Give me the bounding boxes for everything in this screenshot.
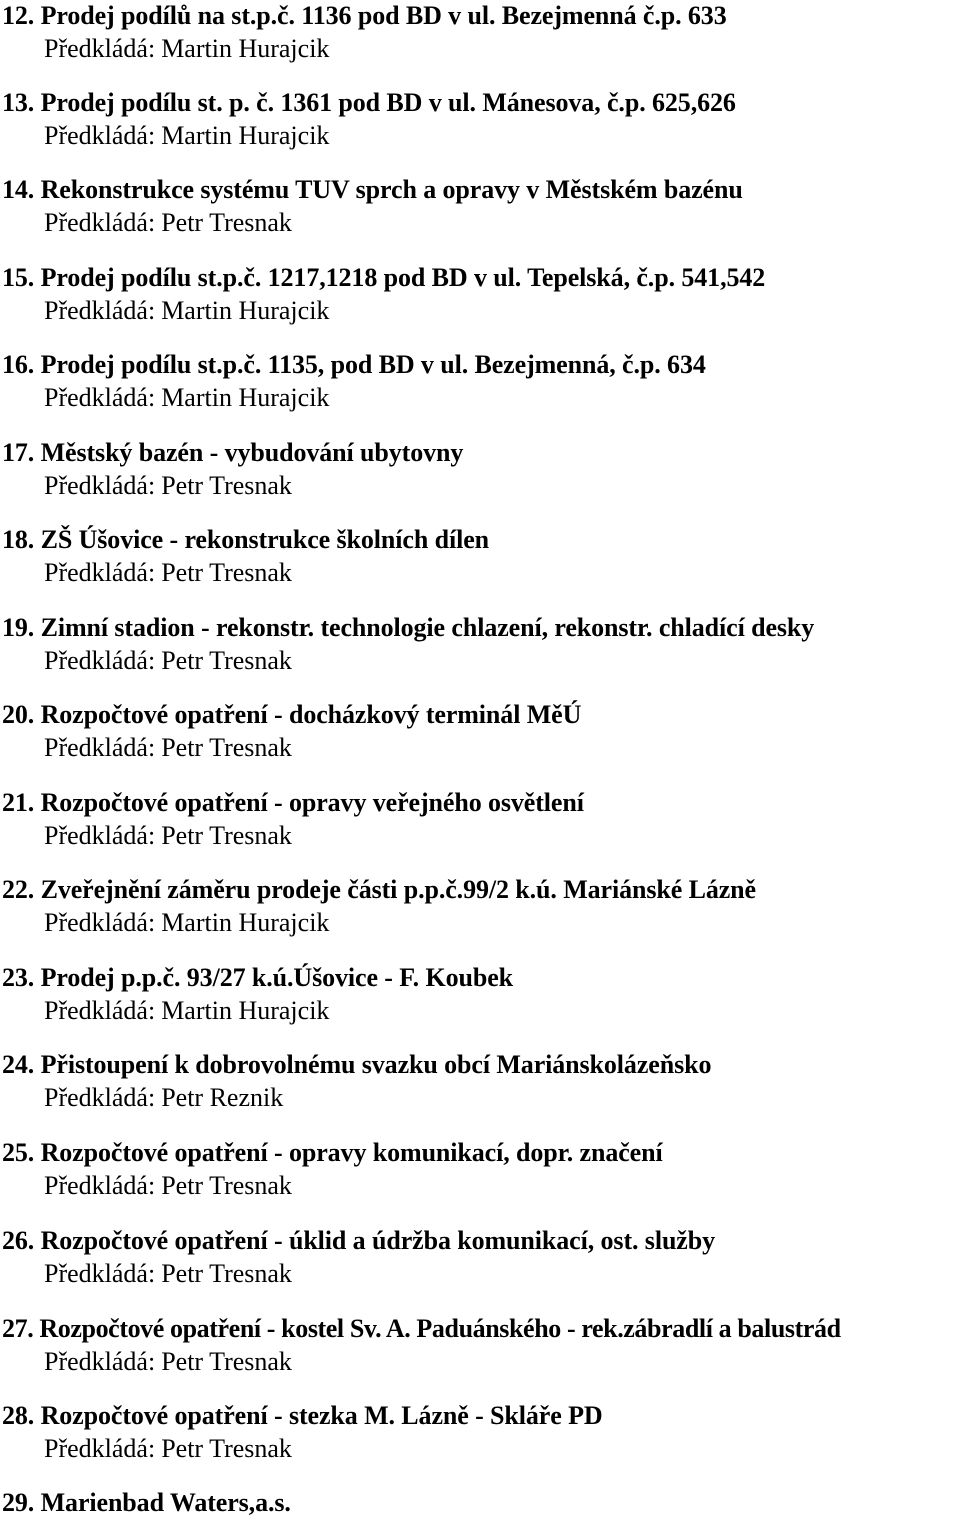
agenda-item-presenter: [44, 557, 292, 589]
presenter-name: Petr Tresnak: [161, 1171, 292, 1200]
agenda-item-presenter: [44, 1258, 292, 1290]
agenda-item-title: 12. Prodej podílů na st.p.č. 1136 pod BD v ul. Bezejmenná č.p. 633: [2, 1, 727, 30]
agenda-item-presenter: [44, 995, 329, 1027]
presenter-label: Předkládá:: [44, 383, 156, 412]
agenda-item-presenter: [44, 1082, 283, 1114]
presenter-label: Předkládá:: [44, 996, 156, 1025]
presenter-name: Petr Tresnak: [161, 471, 292, 500]
presenter-label: Předkládá:: [44, 733, 156, 762]
agenda-item-presenter: [44, 1346, 292, 1378]
presenter-label: Předkládá:: [44, 1171, 156, 1200]
agenda-item-presenter: [44, 645, 292, 677]
agenda-item-presenter: [44, 382, 329, 414]
presenter-name: Petr Tresnak: [161, 208, 292, 237]
agenda-item-presenter: [44, 207, 292, 239]
presenter-label: Předkládá:: [44, 821, 156, 850]
presenter-name: Petr Tresnak: [161, 1347, 292, 1376]
presenter-label: Předkládá:: [44, 646, 156, 675]
agenda-item-presenter: [44, 33, 329, 65]
agenda-item-presenter: [44, 1433, 292, 1465]
presenter-name: Petr Tresnak: [161, 733, 292, 762]
presenter-name: Martin Hurajcik: [161, 34, 330, 63]
presenter-label: Předkládá:: [44, 1259, 156, 1288]
agenda-item-presenter: [44, 1170, 292, 1202]
agenda-item-title: 20. Rozpočtové opatření - docházkový terminál MěÚ: [2, 700, 582, 729]
agenda-item-title: 16. Prodej podílu st.p.č. 1135, pod BD v ul. Bezejmenná, č.p. 634: [2, 350, 706, 379]
agenda-item-presenter: [44, 295, 329, 327]
presenter-label: Předkládá:: [44, 471, 156, 500]
presenter-name: Petr Tresnak: [161, 558, 292, 587]
agenda-item-title: 14. Rekonstrukce systému TUV sprch a opravy v Městském bazénu: [2, 175, 743, 204]
agenda-item-presenter: [44, 820, 292, 852]
presenter-name: Petr Tresnak: [161, 1434, 292, 1463]
presenter-label: Předkládá:: [44, 296, 156, 325]
agenda-item-presenter: [44, 907, 329, 939]
presenter-label: Předkládá:: [44, 558, 156, 587]
presenter-label: Předkládá:: [44, 34, 156, 63]
presenter-name: Petr Tresnak: [161, 1259, 292, 1288]
presenter-label: Předkládá:: [44, 1347, 156, 1376]
agenda-item-title: 19. Zimní stadion - rekonstr. technologie chlazení, rekonstr. chladící desky: [2, 613, 815, 642]
presenter-name: Petr Tresnak: [161, 646, 292, 675]
agenda-item-title: 22. Zveřejnění záměru prodeje části p.p.č.99/2 k.ú. Mariánské Lázně: [2, 875, 756, 904]
agenda-item-presenter: [44, 120, 329, 152]
presenter-name: Martin Hurajcik: [161, 383, 330, 412]
agenda-item-title: 27. Rozpočtové opatření - kostel Sv. A. Paduánského - rek.zábradlí a balustrád: [2, 1314, 841, 1343]
agenda-item-title: 25. Rozpočtové opatření - opravy komunikací, dopr. značení: [2, 1138, 663, 1167]
presenter-name: Petr Reznik: [161, 1083, 284, 1112]
agenda-item-title: 21. Rozpočtové opatření - opravy veřejného osvětlení: [2, 788, 584, 817]
agenda-item-title: 15. Prodej podílu st.p.č. 1217,1218 pod BD v ul. Tepelská, č.p. 541,542: [2, 263, 766, 292]
presenter-name: Martin Hurajcik: [161, 296, 330, 325]
agenda-item-presenter: [44, 732, 292, 764]
presenter-name: Martin Hurajcik: [161, 121, 330, 150]
presenter-name: Martin Hurajcik: [161, 996, 330, 1025]
agenda-item-title: 13. Prodej podílu st. p. č. 1361 pod BD v ul. Mánesova, č.p. 625,626: [2, 88, 736, 117]
presenter-label: Předkládá:: [44, 208, 156, 237]
presenter-label: Předkládá:: [44, 1083, 156, 1112]
agenda-item-presenter: [44, 470, 292, 502]
presenter-label: Předkládá:: [44, 1434, 156, 1463]
agenda-item-title: 17. Městský bazén - vybudování ubytovny: [2, 438, 464, 467]
agenda-item-title: 28. Rozpočtové opatření - stezka M. Lázně - Skláře PD: [2, 1401, 603, 1430]
presenter-label: Předkládá:: [44, 908, 156, 937]
presenter-name: Martin Hurajcik: [161, 908, 330, 937]
agenda-item-title: 23. Prodej p.p.č. 93/27 k.ú.Úšovice - F. Koubek: [2, 963, 514, 992]
agenda-item-title: 18. ZŠ Úšovice - rekonstrukce školních dílen: [2, 525, 489, 554]
agenda-item-title: 26. Rozpočtové opatření - úklid a údržba komunikací, ost. služby: [2, 1226, 716, 1255]
agenda-item-title: 29. Marienbad Waters,a.s.: [2, 1488, 291, 1517]
agenda-item-title: 24. Přistoupení k dobrovolnému svazku obcí Mariánskolázeňsko: [2, 1050, 712, 1079]
presenter-name: Petr Tresnak: [161, 821, 292, 850]
presenter-label: Předkládá:: [44, 121, 156, 150]
